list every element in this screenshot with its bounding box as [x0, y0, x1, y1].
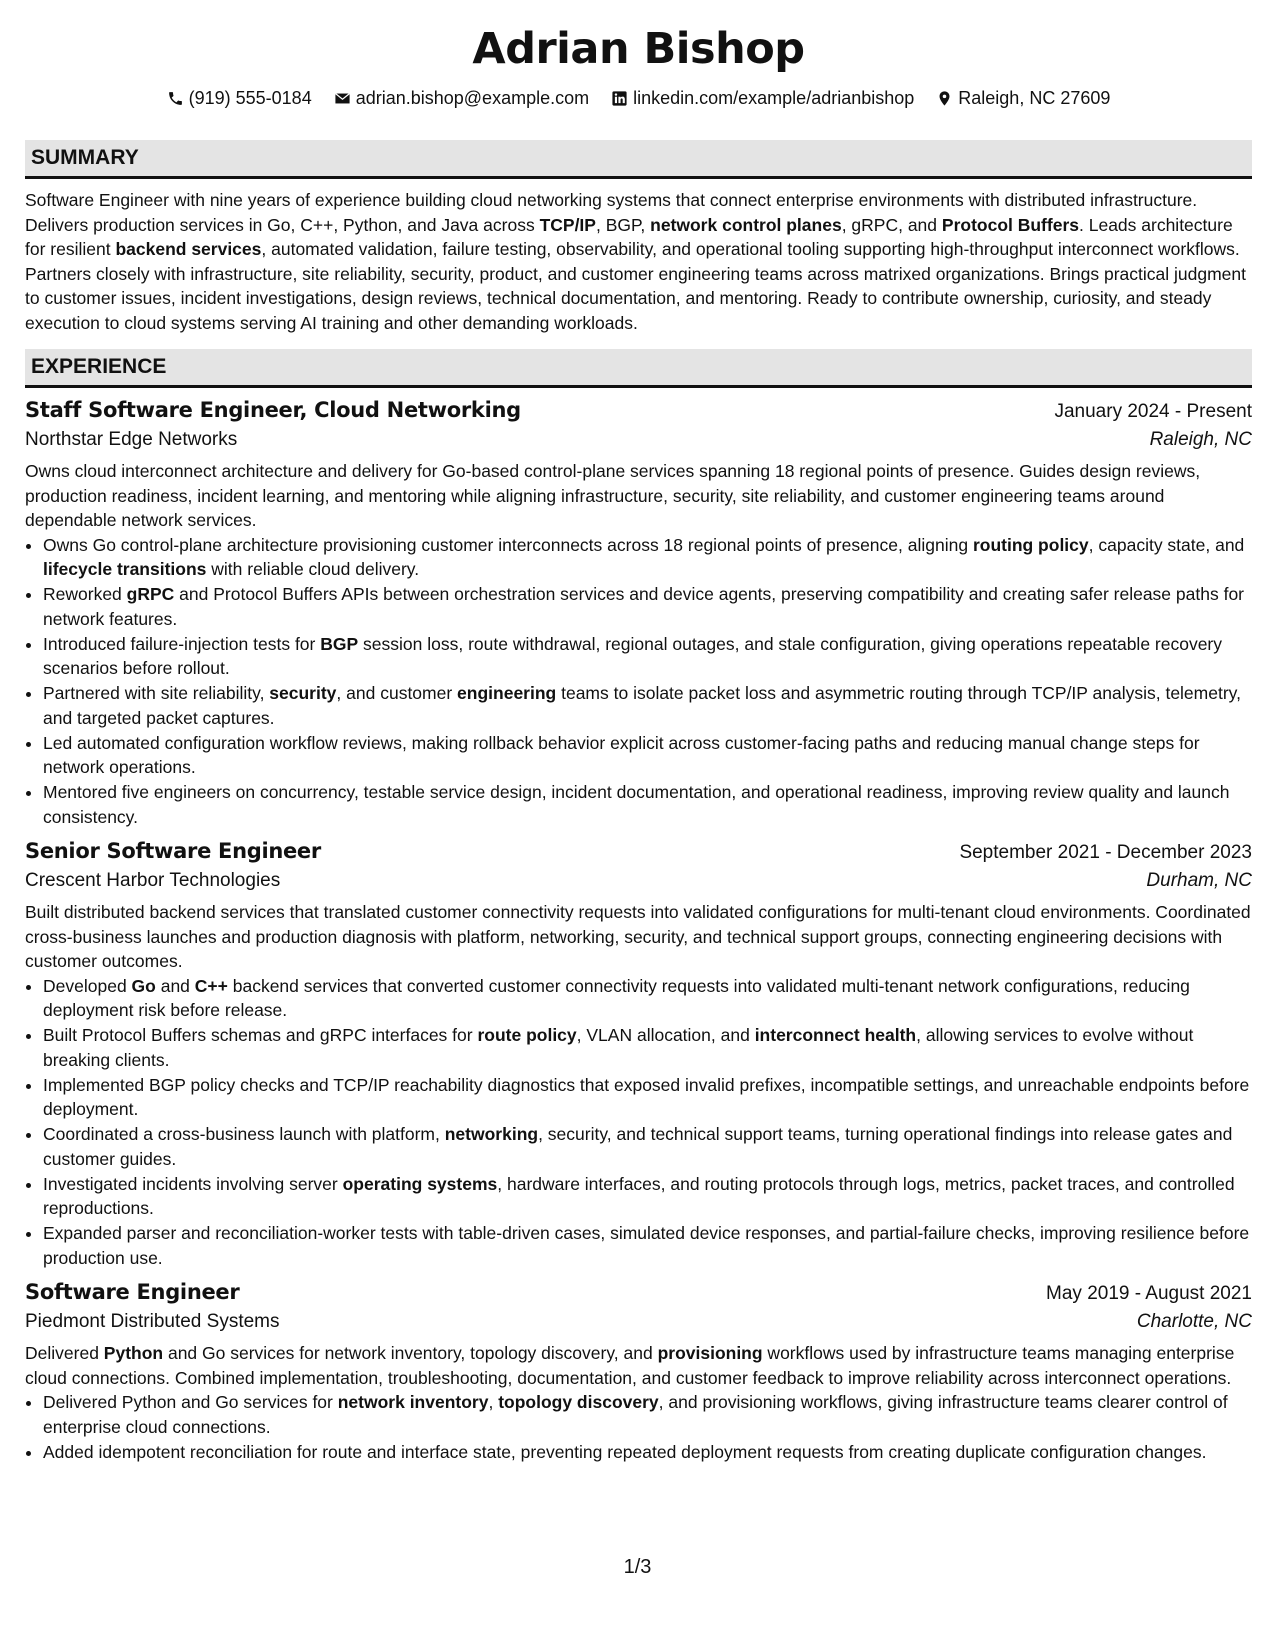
company-row	[25, 429, 1252, 451]
email-text[interactable]: adrian.bishop@example.com	[355, 88, 590, 108]
bold-keyword: route policy	[477, 1025, 577, 1045]
bullet-item: • Added idempotent reconciliation for route and interface state, preventing repeated deployment requests from creating duplicate configuration changes.	[43, 1440, 1252, 1465]
bullet-item: • Investigated incidents involving server operating systems, hardware interfaces, and routing protocols through logs, metrics, packet traces, and controlled reproductions.	[43, 1172, 1252, 1221]
bold-keyword: lifecycle transitions	[43, 559, 207, 579]
job-location: Charlotte, NC	[1136, 1311, 1252, 1332]
bold-keyword: C++	[194, 975, 228, 996]
job-bullets	[25, 1390, 1252, 1464]
bold-keyword: operating systems	[342, 1173, 498, 1194]
company-name: Piedmont Distributed Systems	[25, 1311, 280, 1332]
bullet-item: • Owns Go control-plane architecture provisioning customer interconnects across 18 regional points of presence, aligning routing policy, capacity state, and lifecycle transitions with reliable cloud delivery.	[43, 533, 1252, 582]
bold-keyword: security	[269, 683, 337, 703]
job-title: Software Engineer	[25, 1280, 240, 1304]
company-name: Northstar Edge Networks	[25, 429, 238, 450]
bold-keyword: TCP/IP	[539, 214, 596, 235]
job-title: Staff Software Engineer, Cloud Networking	[25, 398, 521, 422]
job-bullets	[25, 974, 1252, 1271]
bold-keyword: gRPC	[126, 584, 175, 604]
bullet-item: • Delivered Python and Go services for network inventory, topology discovery, and provisioning workflows, giving infrastructure teams clearer control of enterprise cloud connections.	[43, 1390, 1252, 1439]
job-dates: May 2019 - August 2021	[1046, 1283, 1252, 1304]
page-number: 1/3	[623, 1556, 652, 1578]
company-row	[25, 1311, 1252, 1333]
bold-keyword: topology discovery	[498, 1392, 659, 1412]
phone-icon	[167, 90, 184, 107]
section-heading-summary: SUMMARY	[25, 140, 1252, 179]
location-text: Raleigh, NC 27609	[958, 88, 1111, 108]
job-title-row	[25, 839, 1252, 864]
job-title: Senior Software Engineer	[25, 839, 321, 863]
job-summary: Owns cloud interconnect architecture and delivery for Go-based control-plane services spanning 18 regional points of presence. Guides design reviews, production readiness, incident learning, and mentoring while aligning infrastructure, security, site reliability, and customer engineering teams around dependable network services.	[25, 461, 1201, 530]
candidate-name: Adrian Bishop	[472, 24, 805, 74]
job-summary: Built distributed backend services that translated customer connectivity requests into validated configurations for multi-tenant cloud environments. Coordinated cross-business launches and production diagnosis with platform, networking, security, and technical support groups, connecting engineering decisions with customer outcomes.	[25, 902, 1251, 971]
experience-list	[25, 398, 1252, 1464]
job-dates: September 2021 - December 2023	[959, 842, 1252, 863]
linkedin-icon	[611, 90, 628, 107]
company-name: Crescent Harbor Technologies	[25, 870, 281, 891]
bullet-item: • Expanded parser and reconciliation-worker tests with table-driven cases, simulated device responses, and partial-failure checks, improving resilience before production use.	[43, 1221, 1252, 1270]
contact-phone	[167, 86, 312, 110]
bullet-item: • Built Protocol Buffers schemas and gRPC interfaces for route policy, VLAN allocation, and interconnect health, allowing services to evolve without breaking clients.	[43, 1023, 1252, 1072]
bullet-item: • Developed Go and C++ backend services that converted customer connectivity requests into validated multi-tenant network configurations, reducing deployment risk before release.	[43, 974, 1252, 1023]
job-location: Raleigh, NC	[1149, 429, 1252, 450]
bold-keyword: routing policy	[972, 534, 1089, 555]
map-pin-icon	[936, 90, 953, 107]
bullet-item: • Led automated configuration workflow reviews, making rollback behavior explicit across customer-facing paths and reducing manual change steps for network operations.	[43, 731, 1252, 780]
bold-keyword: backend services	[115, 239, 262, 259]
bold-keyword: network control planes	[650, 214, 842, 235]
bold-keyword: Go	[131, 975, 156, 996]
job-bullets	[25, 533, 1252, 830]
bold-keyword: interconnect health	[754, 1025, 917, 1045]
resume-page	[25, 22, 1252, 1465]
bullet-item: • Introduced failure-injection tests for BGP session loss, route withdrawal, regional outages, and stale configuration, giving operations repeatable recovery scenarios before rollout.	[43, 632, 1252, 681]
job-dates: January 2024 - Present	[1054, 401, 1252, 422]
job-entry	[25, 1280, 1252, 1464]
bold-keyword: engineering	[457, 683, 557, 703]
bullet-item: • Implemented BGP policy checks and TCP/IP reachability diagnostics that exposed invalid prefixes, incompatible settings, and unreachable endpoints before deployment.	[43, 1073, 1252, 1122]
contact-email[interactable]	[334, 86, 589, 110]
phone-text: (919) 555-0184	[188, 88, 312, 108]
bullet-item: • Reworked gRPC and Protocol Buffers APIs between orchestration services and device agents, preserving compatibility and creating safer release paths for network features.	[43, 582, 1252, 631]
bullet-item: • Coordinated a cross-business launch with platform, networking, security, and technical support teams, turning operational findings into release gates and customer guides.	[43, 1122, 1252, 1171]
job-title-row	[25, 1280, 1252, 1305]
bold-keyword: Protocol Buffers	[941, 214, 1079, 235]
bullet-item: • Mentored five engineers on concurrency, testable service design, incident documentation, and operational readiness, improving review quality and launch consistency.	[43, 780, 1252, 829]
bold-keyword: networking	[444, 1124, 539, 1144]
bullet-item: • Partnered with site reliability, security, and customer engineering teams to isolate packet loss and asymmetric routing through TCP/IP analysis, telemetry, and targeted packet captures.	[43, 681, 1252, 730]
bold-keyword: network inventory	[337, 1392, 489, 1412]
bold-keyword: BGP	[320, 633, 359, 654]
linkedin-text[interactable]: linkedin.com/example/adrianbishop	[633, 88, 915, 108]
job-entry	[25, 839, 1252, 1270]
envelope-icon	[334, 90, 351, 107]
job-summary: Delivered Python and Go services for network inventory, topology discovery, and provisioning workflows used by infrastructure teams managing enterprise cloud connections. Combined implementation, troubleshooting, documentation, and customer feedback to improve reliability across interconnect operations.	[25, 1343, 1235, 1388]
summary-text: Software Engineer with nine years of experience building cloud networking systems that connect enterprise environments with distributed infrastructure. Delivers production services in Go, C++, Python, and Java across TCP/IP, BGP, network control planes, gRPC, and Protocol Buffers. Leads architecture for resilient backend services, automated validation, failure testing, observability, and operational tooling supporting high-throughput interconnect workflows. Partners closely with infrastructure, site reliability, security, product, and customer engineering teams across matrixed organizations. Brings practical judgment to customer issues, incident investigations, design reviews, technical documentation, and mentoring. Ready to contribute ownership, curiosity, and steady execution to cloud systems serving AI training and other demanding workloads.	[25, 190, 1246, 333]
job-title-row	[25, 398, 1252, 423]
contact-linkedin[interactable]	[611, 86, 914, 110]
contact-location	[936, 86, 1110, 110]
section-heading-experience: EXPERIENCE	[25, 349, 1252, 388]
bold-keyword: provisioning	[657, 1343, 763, 1363]
company-row	[25, 870, 1252, 892]
job-entry	[25, 398, 1252, 829]
job-location: Durham, NC	[1146, 870, 1252, 891]
bold-keyword: Python	[103, 1343, 164, 1363]
contact-bar	[25, 86, 1252, 110]
